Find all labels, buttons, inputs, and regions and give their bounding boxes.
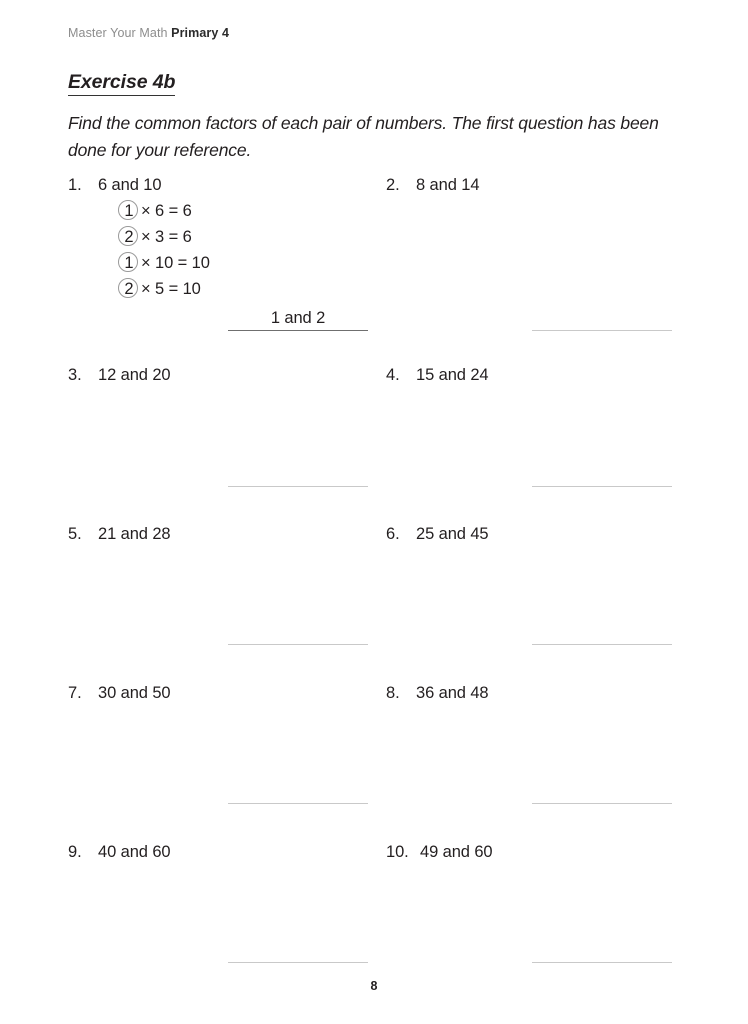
question-5 [68,525,171,544]
worked-step-expression: × 3 = 6 [141,227,192,246]
question-4 [386,366,489,385]
answer-line-1[interactable] [228,330,368,331]
circled-number [118,278,140,300]
page-number: 8 [370,979,378,993]
running-header [68,26,229,40]
question-2 [386,176,479,195]
worked-example-steps [118,198,210,302]
circled-number [118,226,140,248]
worked-step [118,224,210,250]
question-7 [68,684,171,703]
worked-step [118,250,210,276]
answer-line-2[interactable] [532,330,672,331]
circled-value: 1 [124,253,134,272]
question-6 [386,525,489,544]
question-9-number: 9. [68,843,82,861]
question-1-text: 6 and 10 [98,176,162,194]
question-5-number: 5. [68,525,82,543]
book-level: Primary 4 [171,26,230,40]
question-3-text: 12 and 20 [98,366,171,384]
answer-line-10[interactable] [532,962,672,963]
answer-value-1: 1 and 2 [270,309,326,327]
worked-step [118,198,210,224]
circled-value: 1 [124,201,134,220]
question-10-text: 49 and 60 [420,843,493,861]
question-2-text: 8 and 14 [416,176,480,194]
question-6-text: 25 and 45 [416,525,489,543]
question-10-number: 10. [386,843,409,861]
question-8-text: 36 and 48 [416,684,489,702]
question-4-number: 4. [386,366,400,384]
question-9 [68,843,171,862]
question-7-text: 30 and 50 [98,684,171,702]
worked-step [118,276,210,302]
worked-step-expression: × 10 = 10 [141,253,210,272]
answer-line-5[interactable] [228,644,368,645]
answer-line-4[interactable] [532,486,672,487]
question-8 [386,684,489,703]
question-10 [386,843,493,862]
answer-line-6[interactable] [532,644,672,645]
answer-line-8[interactable] [532,803,672,804]
question-1-number: 1. [68,176,82,194]
question-3 [68,366,171,385]
question-3-number: 3. [68,366,82,384]
answer-line-9[interactable] [228,962,368,963]
worked-step-expression: × 6 = 6 [141,201,192,220]
answer-line-7[interactable] [228,803,368,804]
question-2-number: 2. [386,176,400,194]
book-title: Master Your Math [68,26,172,40]
circled-value: 2 [124,279,134,298]
answer-line-3[interactable] [228,486,368,487]
question-4-text: 15 and 24 [416,366,489,384]
circled-number [118,252,140,274]
worked-step-expression: × 5 = 10 [141,279,201,298]
circled-number [118,200,140,222]
exercise-title: Exercise 4b [68,71,175,96]
exercise-instructions: Find the common factors of each pair of numbers. The first question has been done for your reference. [68,113,659,160]
question-9-text: 40 and 60 [98,843,171,861]
question-1 [68,176,161,195]
circled-value: 2 [124,227,134,246]
question-8-number: 8. [386,684,400,702]
question-7-number: 7. [68,684,82,702]
question-5-text: 21 and 28 [98,525,171,543]
question-6-number: 6. [386,525,400,543]
